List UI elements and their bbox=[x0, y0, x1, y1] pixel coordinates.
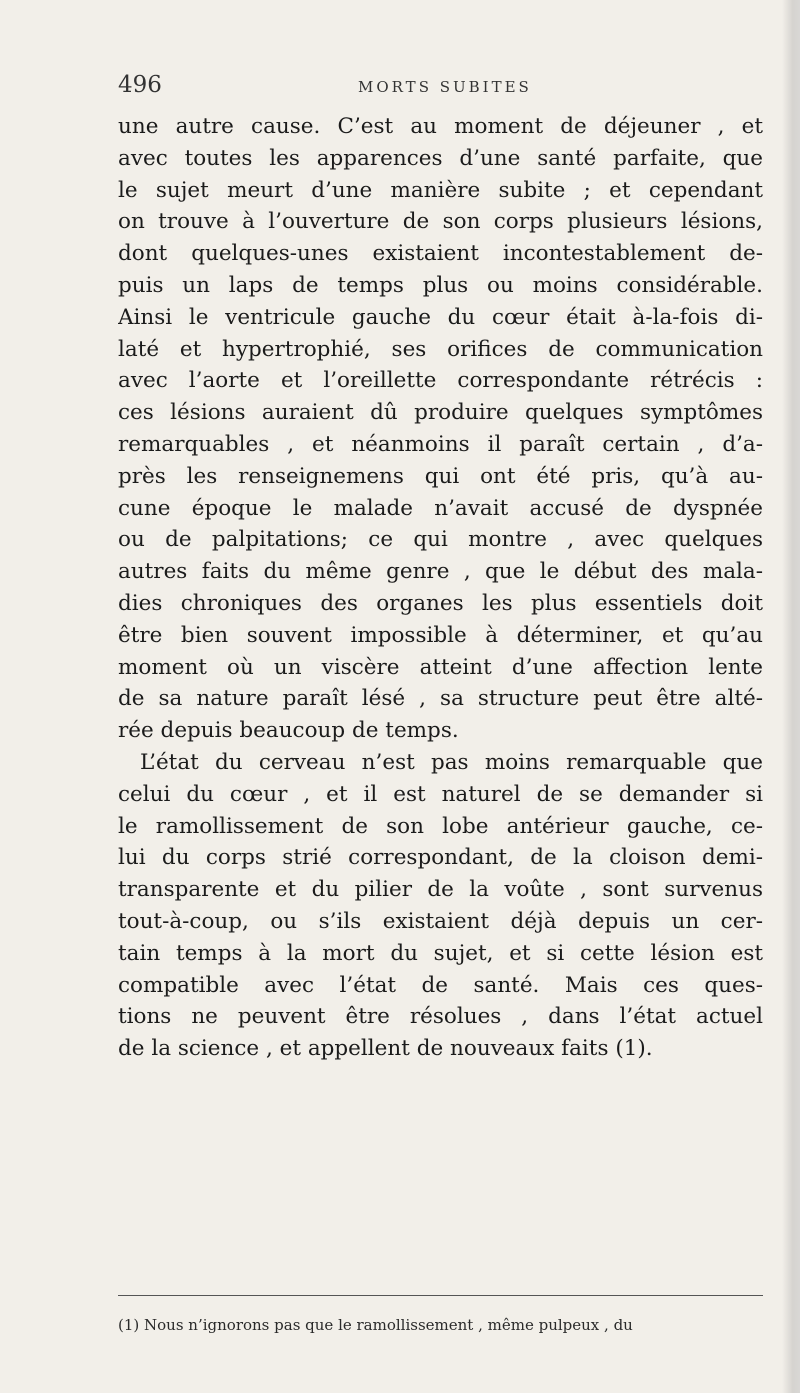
running-head: MORTS SUBITES bbox=[358, 78, 532, 96]
page-edge-shadow bbox=[782, 0, 800, 1393]
body-text bbox=[118, 111, 763, 1065]
text-line: remarquables , et néanmoins il paraît certain , d’a- bbox=[118, 431, 763, 457]
text-line: transparente et du pilier de la voûte , sont survenus bbox=[118, 877, 763, 903]
text-line: tions ne peuvent être résolues , dans l’état actuel bbox=[118, 1004, 763, 1030]
page-number: 496 bbox=[118, 72, 162, 98]
text-line: celui du cœur , et il est naturel de se demander si bbox=[118, 781, 763, 807]
text-line: le sujet meurt d’une manière subite ; et cependant bbox=[118, 177, 763, 203]
text-line: le ramollissement de son lobe antérieur gauche, ce- bbox=[118, 813, 763, 839]
text-line: moment où un viscère atteint d’une affection lente bbox=[118, 654, 763, 680]
page-header bbox=[118, 70, 758, 110]
text-line: une autre cause. C’est au moment de déjeuner , et bbox=[118, 114, 763, 139]
text-line: ou de palpitations; ce qui montre , avec quelques bbox=[118, 527, 763, 553]
text-line: puis un laps de temps plus ou moins considérable. bbox=[118, 272, 763, 298]
text-line: tain temps à la mort du sujet, et si cette lésion est bbox=[118, 940, 763, 966]
text-line: rée depuis beaucoup de temps. bbox=[118, 718, 459, 744]
text-line: de sa nature paraît lésé , sa structure peut être alté- bbox=[118, 686, 763, 712]
text-line: Ainsi le ventricule gauche du cœur était à-la-fois di- bbox=[118, 304, 763, 330]
text-line: L’état du cerveau n’est pas moins remarquable que bbox=[140, 749, 763, 775]
text-line: avec l’aorte et l’oreillette correspondante rétrécis : bbox=[118, 368, 763, 394]
text-line: compatible avec l’état de santé. Mais ces ques- bbox=[118, 972, 763, 998]
footnote-divider bbox=[118, 1295, 763, 1296]
text-line: on trouve à l’ouverture de son corps plusieurs lésions, bbox=[118, 209, 763, 235]
footnote: (1) Nous n’ignorons pas que le ramollissement , même pulpeux , du bbox=[118, 1316, 633, 1334]
text-line: être bien souvent impossible à déterminer, et qu’au bbox=[118, 622, 763, 648]
text-line: de la science , et appellent de nouveaux faits (1). bbox=[118, 1036, 653, 1062]
text-line: près les renseignemens qui ont été pris, qu’à au- bbox=[118, 463, 763, 489]
text-line: autres faits du même genre , que le début des mala- bbox=[118, 559, 763, 585]
text-line: dies chroniques des organes les plus essentiels doit bbox=[118, 590, 763, 616]
text-line: avec toutes les apparences d’une santé parfaite, que bbox=[118, 145, 763, 171]
text-line: tout-à-coup, ou s’ils existaient déjà depuis un cer- bbox=[118, 908, 763, 934]
text-line: dont quelques-unes existaient incontestablement de- bbox=[118, 241, 763, 267]
text-line: lui du corps strié correspondant, de la cloison demi- bbox=[118, 845, 763, 871]
text-line: ces lésions auraient dû produire quelques symptômes bbox=[118, 400, 763, 426]
text-line: laté et hypertrophié, ses orifices de communication bbox=[118, 336, 763, 362]
text-line: cune époque le malade n’avait accusé de dyspnée bbox=[118, 495, 763, 521]
